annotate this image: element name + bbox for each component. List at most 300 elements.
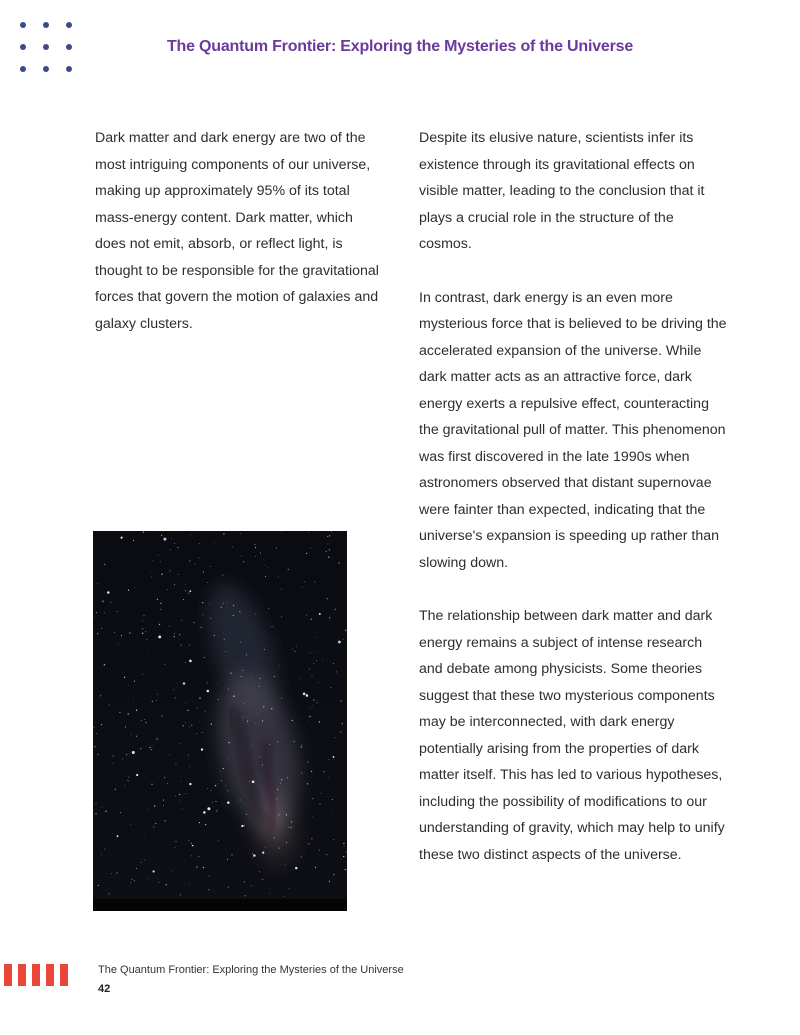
star bbox=[175, 841, 176, 842]
star bbox=[205, 711, 206, 712]
star bbox=[176, 698, 177, 699]
star bbox=[329, 777, 330, 778]
star bbox=[333, 839, 334, 840]
star bbox=[264, 649, 265, 650]
star bbox=[217, 683, 218, 684]
star bbox=[157, 694, 158, 695]
star bbox=[276, 548, 277, 549]
left-column bbox=[95, 125, 385, 337]
star bbox=[259, 686, 260, 687]
star bbox=[136, 868, 137, 869]
star bbox=[255, 547, 256, 548]
star bbox=[244, 825, 245, 826]
star bbox=[326, 551, 327, 552]
star bbox=[199, 822, 200, 823]
star bbox=[109, 705, 110, 706]
star bbox=[252, 780, 255, 783]
star bbox=[185, 703, 186, 704]
star bbox=[268, 608, 269, 609]
star bbox=[255, 613, 256, 614]
star bbox=[214, 635, 215, 636]
star bbox=[185, 590, 186, 591]
star bbox=[125, 785, 126, 786]
star bbox=[187, 710, 188, 711]
star bbox=[151, 577, 152, 578]
star bbox=[281, 779, 282, 780]
star bbox=[316, 660, 317, 661]
accent-bar bbox=[18, 964, 26, 986]
star bbox=[343, 843, 344, 844]
star bbox=[279, 814, 280, 815]
star bbox=[97, 633, 98, 634]
star bbox=[327, 544, 328, 545]
star bbox=[260, 678, 261, 679]
star bbox=[153, 826, 154, 827]
star bbox=[242, 717, 243, 718]
star bbox=[117, 835, 119, 837]
star bbox=[299, 678, 300, 679]
star bbox=[174, 633, 175, 634]
star bbox=[162, 716, 163, 717]
milky-way-photo bbox=[93, 531, 347, 911]
star bbox=[145, 631, 146, 632]
star bbox=[222, 575, 223, 576]
star bbox=[311, 838, 312, 839]
star bbox=[301, 856, 302, 857]
star bbox=[154, 805, 155, 806]
star bbox=[308, 720, 309, 721]
dot bbox=[66, 22, 72, 28]
star bbox=[227, 859, 228, 860]
star bbox=[269, 893, 270, 894]
star bbox=[312, 798, 313, 799]
star bbox=[169, 754, 170, 755]
star bbox=[132, 747, 133, 748]
star bbox=[104, 564, 105, 565]
star bbox=[214, 542, 215, 543]
star bbox=[105, 811, 106, 812]
star bbox=[207, 682, 208, 683]
star bbox=[181, 781, 182, 782]
star bbox=[185, 584, 186, 585]
star bbox=[102, 601, 103, 602]
star bbox=[202, 614, 203, 615]
star bbox=[189, 783, 191, 785]
star bbox=[136, 736, 137, 737]
star bbox=[121, 635, 122, 636]
star bbox=[217, 809, 218, 810]
star bbox=[327, 598, 328, 599]
star bbox=[108, 893, 109, 894]
star bbox=[144, 837, 145, 838]
star bbox=[128, 777, 129, 778]
star bbox=[196, 866, 197, 867]
star bbox=[149, 747, 150, 748]
star bbox=[329, 535, 330, 536]
star bbox=[338, 641, 341, 644]
star bbox=[340, 732, 341, 733]
star bbox=[153, 560, 154, 561]
star bbox=[174, 543, 175, 544]
star bbox=[124, 677, 125, 678]
star bbox=[215, 801, 216, 802]
star bbox=[132, 751, 135, 754]
star bbox=[242, 670, 243, 671]
page-header-title: The Quantum Frontier: Exploring the Mysteries of the Universe bbox=[166, 38, 634, 55]
star bbox=[153, 870, 155, 872]
star bbox=[188, 755, 189, 756]
star bbox=[144, 719, 145, 720]
star bbox=[269, 744, 270, 745]
star bbox=[286, 814, 287, 815]
star bbox=[143, 532, 144, 533]
star bbox=[314, 581, 315, 582]
star bbox=[306, 615, 307, 616]
star bbox=[122, 759, 123, 760]
star bbox=[94, 746, 95, 747]
accent-bar bbox=[32, 964, 40, 986]
star bbox=[179, 802, 180, 803]
star bbox=[251, 885, 252, 886]
star bbox=[191, 855, 192, 856]
star bbox=[328, 759, 329, 760]
star bbox=[252, 853, 253, 854]
star bbox=[128, 685, 129, 686]
night-sky-image bbox=[93, 531, 347, 911]
star bbox=[223, 603, 224, 604]
star bbox=[224, 639, 225, 640]
star bbox=[182, 808, 183, 809]
star bbox=[246, 654, 247, 655]
star bbox=[189, 766, 190, 767]
paragraph: In contrast, dark energy is an even more mysterious force that is believed to be driving the accelerated expansion of the universe. While dark matter acts as an attractive force, dark energy exerts a repulsive effect, counteracting the gravitational pull of matter. This phenomenon was first discovered in the late 1990s when astronomers observed that distant supernovae were fainter than expected, indicating that the universe's expansion is speeding up rather than slowing down. bbox=[419, 289, 727, 571]
star bbox=[225, 785, 226, 786]
star bbox=[189, 660, 192, 663]
star bbox=[227, 790, 228, 791]
star bbox=[225, 651, 226, 652]
star bbox=[166, 884, 167, 885]
star bbox=[240, 642, 241, 643]
star bbox=[161, 535, 162, 536]
star bbox=[277, 789, 278, 790]
star bbox=[203, 867, 204, 868]
star bbox=[333, 851, 334, 852]
star bbox=[96, 803, 97, 804]
star bbox=[345, 630, 346, 631]
star bbox=[329, 617, 330, 618]
star bbox=[338, 562, 339, 563]
star bbox=[167, 589, 168, 590]
star bbox=[218, 840, 219, 841]
page-number: 42 bbox=[98, 983, 111, 995]
star bbox=[169, 570, 170, 571]
star bbox=[158, 555, 159, 556]
star bbox=[96, 612, 97, 613]
star bbox=[107, 591, 110, 594]
star bbox=[95, 813, 96, 814]
star bbox=[158, 635, 161, 638]
star bbox=[319, 803, 320, 804]
star bbox=[338, 766, 339, 767]
star bbox=[175, 796, 176, 797]
star bbox=[308, 843, 309, 844]
accent-bar bbox=[46, 964, 54, 986]
star bbox=[246, 814, 247, 815]
star bbox=[329, 881, 330, 882]
star bbox=[159, 882, 160, 883]
star bbox=[262, 720, 263, 721]
star bbox=[130, 882, 131, 883]
star bbox=[333, 874, 334, 875]
star bbox=[131, 734, 132, 735]
star bbox=[193, 622, 194, 623]
star bbox=[296, 646, 297, 647]
star bbox=[126, 754, 127, 755]
star bbox=[155, 823, 156, 824]
star bbox=[189, 560, 190, 561]
star bbox=[251, 677, 252, 678]
star bbox=[271, 708, 272, 709]
star bbox=[101, 854, 102, 855]
star bbox=[243, 720, 244, 721]
star bbox=[110, 602, 111, 603]
footer-title: The Quantum Frontier: Exploring the Mysteries of the Universe bbox=[98, 964, 404, 976]
star bbox=[113, 833, 114, 834]
star bbox=[233, 615, 234, 616]
star bbox=[327, 536, 328, 537]
star bbox=[199, 558, 200, 559]
star bbox=[333, 756, 335, 758]
star bbox=[185, 662, 186, 663]
star bbox=[218, 699, 219, 700]
star bbox=[315, 867, 316, 868]
star bbox=[181, 620, 182, 621]
star bbox=[160, 561, 161, 562]
star bbox=[189, 883, 190, 884]
dot bbox=[43, 66, 49, 72]
star bbox=[221, 780, 222, 781]
star bbox=[228, 758, 229, 759]
star bbox=[230, 672, 231, 673]
star bbox=[161, 574, 162, 575]
star bbox=[167, 783, 168, 784]
star bbox=[346, 852, 347, 853]
paragraph: Dark matter and dark energy are two of the most intriguing components of our universe, making up approximately 95% of its total mass-energy content. Dark matter, which does not emit, absorb, or reflect light, is thought to be responsible for the gravitational forces that govern the motion of galaxies and galaxy clusters. bbox=[95, 130, 379, 332]
star bbox=[239, 611, 240, 612]
star bbox=[336, 671, 337, 672]
star bbox=[147, 639, 148, 640]
star bbox=[294, 741, 295, 742]
star bbox=[170, 549, 171, 550]
dot bbox=[43, 22, 49, 28]
star bbox=[232, 547, 233, 548]
star bbox=[98, 583, 99, 584]
star bbox=[211, 723, 212, 724]
star bbox=[318, 682, 319, 683]
star bbox=[303, 692, 306, 695]
right-column bbox=[419, 125, 729, 868]
star bbox=[268, 567, 269, 568]
star bbox=[309, 669, 310, 670]
star bbox=[183, 682, 186, 685]
star bbox=[188, 840, 189, 841]
star bbox=[233, 605, 234, 606]
star bbox=[221, 607, 222, 608]
star bbox=[262, 852, 264, 854]
star bbox=[147, 651, 148, 652]
star bbox=[310, 652, 311, 653]
star bbox=[203, 657, 204, 658]
star bbox=[331, 687, 332, 688]
star bbox=[200, 721, 201, 722]
star bbox=[201, 627, 202, 628]
star bbox=[319, 613, 321, 615]
star bbox=[199, 543, 200, 544]
star bbox=[247, 721, 248, 722]
star bbox=[252, 857, 253, 858]
star bbox=[240, 533, 241, 534]
star bbox=[188, 593, 189, 594]
star bbox=[304, 581, 305, 582]
star bbox=[208, 889, 209, 890]
paragraph: The relationship between dark matter and dark energy remains a subject of intense research and debate among physicists. Some theories suggest that these two mysterious components may be interconnected, with dark energy potentially arising from the properties of dark matter itself. This has led to various hypotheses, including the possibility of modifications to our understanding of gravity, which may help to unify these two distinct aspects of the universe. bbox=[419, 608, 725, 863]
star bbox=[157, 738, 158, 739]
star bbox=[141, 862, 142, 863]
star bbox=[173, 689, 174, 690]
star bbox=[334, 718, 335, 719]
star bbox=[255, 723, 256, 724]
star bbox=[329, 549, 330, 550]
star bbox=[301, 744, 302, 745]
star bbox=[241, 825, 243, 827]
paragraph: Despite its elusive nature, scientists infer its existence through its gravitational effects on visible matter, leading to the conclusion that it plays a crucial role in the structure of the cosmos. bbox=[419, 130, 705, 252]
star bbox=[150, 572, 151, 573]
star bbox=[144, 859, 145, 860]
star bbox=[307, 783, 308, 784]
star bbox=[317, 742, 318, 743]
star bbox=[279, 847, 280, 848]
star bbox=[176, 683, 177, 684]
star bbox=[101, 724, 102, 725]
star bbox=[144, 615, 145, 616]
star bbox=[93, 727, 94, 728]
star bbox=[114, 632, 115, 633]
star bbox=[326, 854, 327, 855]
star bbox=[134, 587, 135, 588]
star bbox=[165, 820, 166, 821]
star bbox=[204, 657, 205, 658]
star bbox=[310, 548, 311, 549]
star bbox=[103, 602, 104, 603]
star bbox=[121, 537, 123, 539]
star bbox=[291, 827, 292, 828]
star bbox=[334, 737, 335, 738]
star bbox=[231, 854, 232, 855]
star bbox=[119, 712, 120, 713]
star bbox=[142, 628, 143, 629]
star bbox=[223, 633, 224, 634]
star bbox=[175, 764, 176, 765]
star bbox=[220, 771, 221, 772]
star bbox=[189, 645, 190, 646]
star bbox=[145, 722, 146, 723]
star bbox=[343, 856, 344, 857]
star bbox=[207, 788, 208, 789]
star bbox=[196, 733, 197, 734]
star bbox=[334, 610, 335, 611]
star bbox=[279, 665, 280, 666]
star bbox=[259, 871, 260, 872]
star bbox=[174, 697, 175, 698]
star bbox=[163, 800, 164, 801]
star bbox=[254, 544, 255, 545]
star bbox=[216, 810, 217, 811]
star bbox=[209, 876, 210, 877]
star bbox=[163, 538, 166, 541]
star bbox=[319, 721, 320, 722]
star bbox=[180, 894, 181, 895]
star bbox=[284, 683, 285, 684]
star bbox=[136, 774, 138, 776]
star bbox=[311, 771, 312, 772]
star bbox=[285, 864, 286, 865]
star bbox=[309, 532, 310, 533]
star bbox=[152, 701, 153, 702]
star bbox=[189, 726, 190, 727]
star bbox=[201, 748, 203, 750]
star bbox=[111, 873, 112, 874]
star bbox=[113, 763, 114, 764]
star bbox=[191, 724, 192, 725]
dot bbox=[20, 22, 26, 28]
star bbox=[151, 784, 152, 785]
star bbox=[324, 771, 325, 772]
star bbox=[117, 872, 118, 873]
star bbox=[321, 793, 322, 794]
star bbox=[287, 777, 288, 778]
star bbox=[203, 571, 204, 572]
star bbox=[140, 748, 141, 749]
star bbox=[207, 582, 208, 583]
star bbox=[195, 564, 196, 565]
star bbox=[319, 850, 320, 851]
star bbox=[307, 761, 308, 762]
star bbox=[247, 701, 248, 702]
star bbox=[333, 663, 334, 664]
star bbox=[96, 733, 97, 734]
star bbox=[244, 881, 245, 882]
star bbox=[171, 871, 172, 872]
star bbox=[309, 716, 310, 717]
dot bbox=[66, 66, 72, 72]
star bbox=[164, 777, 165, 778]
star bbox=[179, 634, 180, 635]
star bbox=[163, 805, 164, 806]
star bbox=[224, 671, 225, 672]
star bbox=[280, 783, 281, 784]
star bbox=[311, 619, 312, 620]
star bbox=[141, 720, 142, 721]
star bbox=[251, 745, 252, 746]
star bbox=[164, 664, 165, 665]
star bbox=[157, 599, 158, 600]
star bbox=[104, 664, 105, 665]
star bbox=[210, 618, 211, 619]
star bbox=[136, 710, 137, 711]
star bbox=[317, 702, 318, 703]
star bbox=[152, 746, 153, 747]
star bbox=[276, 798, 277, 799]
